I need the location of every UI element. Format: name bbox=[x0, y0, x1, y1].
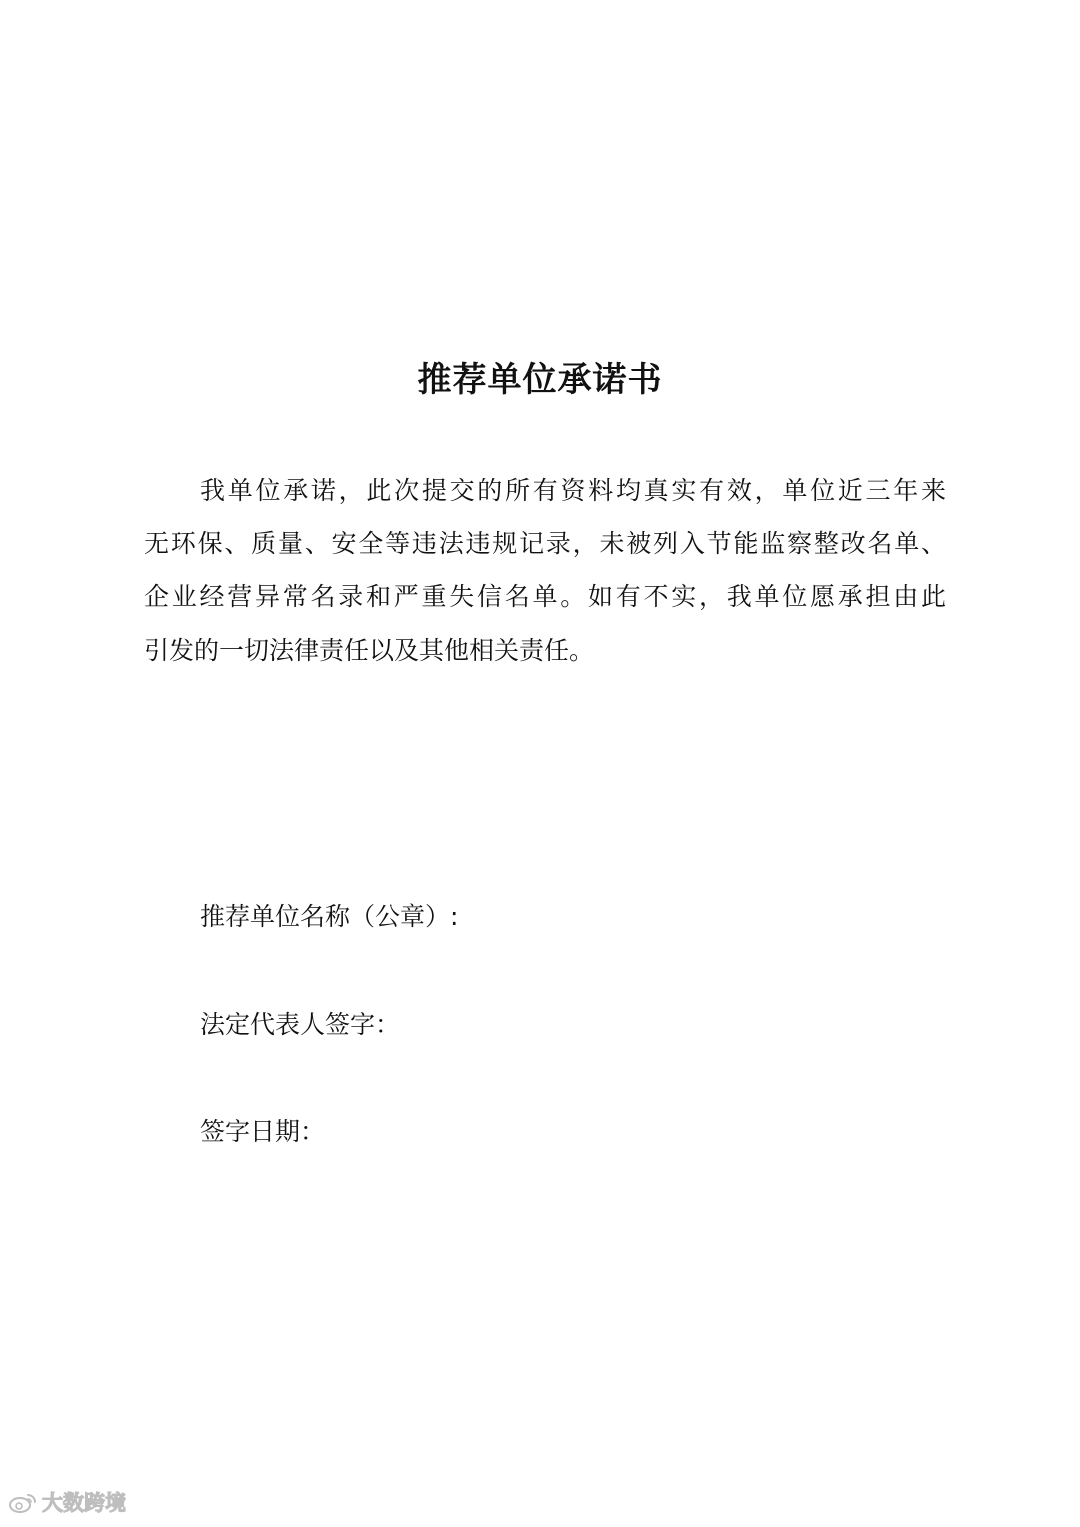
paragraph-line: 无环保、质量、安全等违法违规记录，未被列入节能监察整改名单、 bbox=[144, 529, 946, 558]
paragraph-line: 引发的一切法律责任以及其他相关责任。 bbox=[144, 636, 595, 665]
watermark bbox=[8, 1490, 146, 1516]
paragraph-line: 企业经营异常名录和严重失信名单。如有不实，我单位愿承担由此 bbox=[144, 582, 946, 611]
svg-text:大数跨境: 大数跨境 bbox=[42, 1491, 126, 1515]
unit-name-seal-label: 推荐单位名称（公章）: bbox=[200, 902, 459, 931]
paragraph-line: 我单位承诺，此次提交的所有资料均真实有效，单位近三年来 bbox=[200, 476, 946, 505]
legal-representative-signature-label: 法定代表人签字： bbox=[200, 1010, 401, 1039]
watermark-text-logo bbox=[42, 1490, 146, 1516]
document-title: 推荐单位承诺书 bbox=[417, 360, 663, 400]
weibo-logo-icon bbox=[8, 1492, 38, 1514]
signature-date-label: 签字日期： bbox=[200, 1117, 326, 1146]
